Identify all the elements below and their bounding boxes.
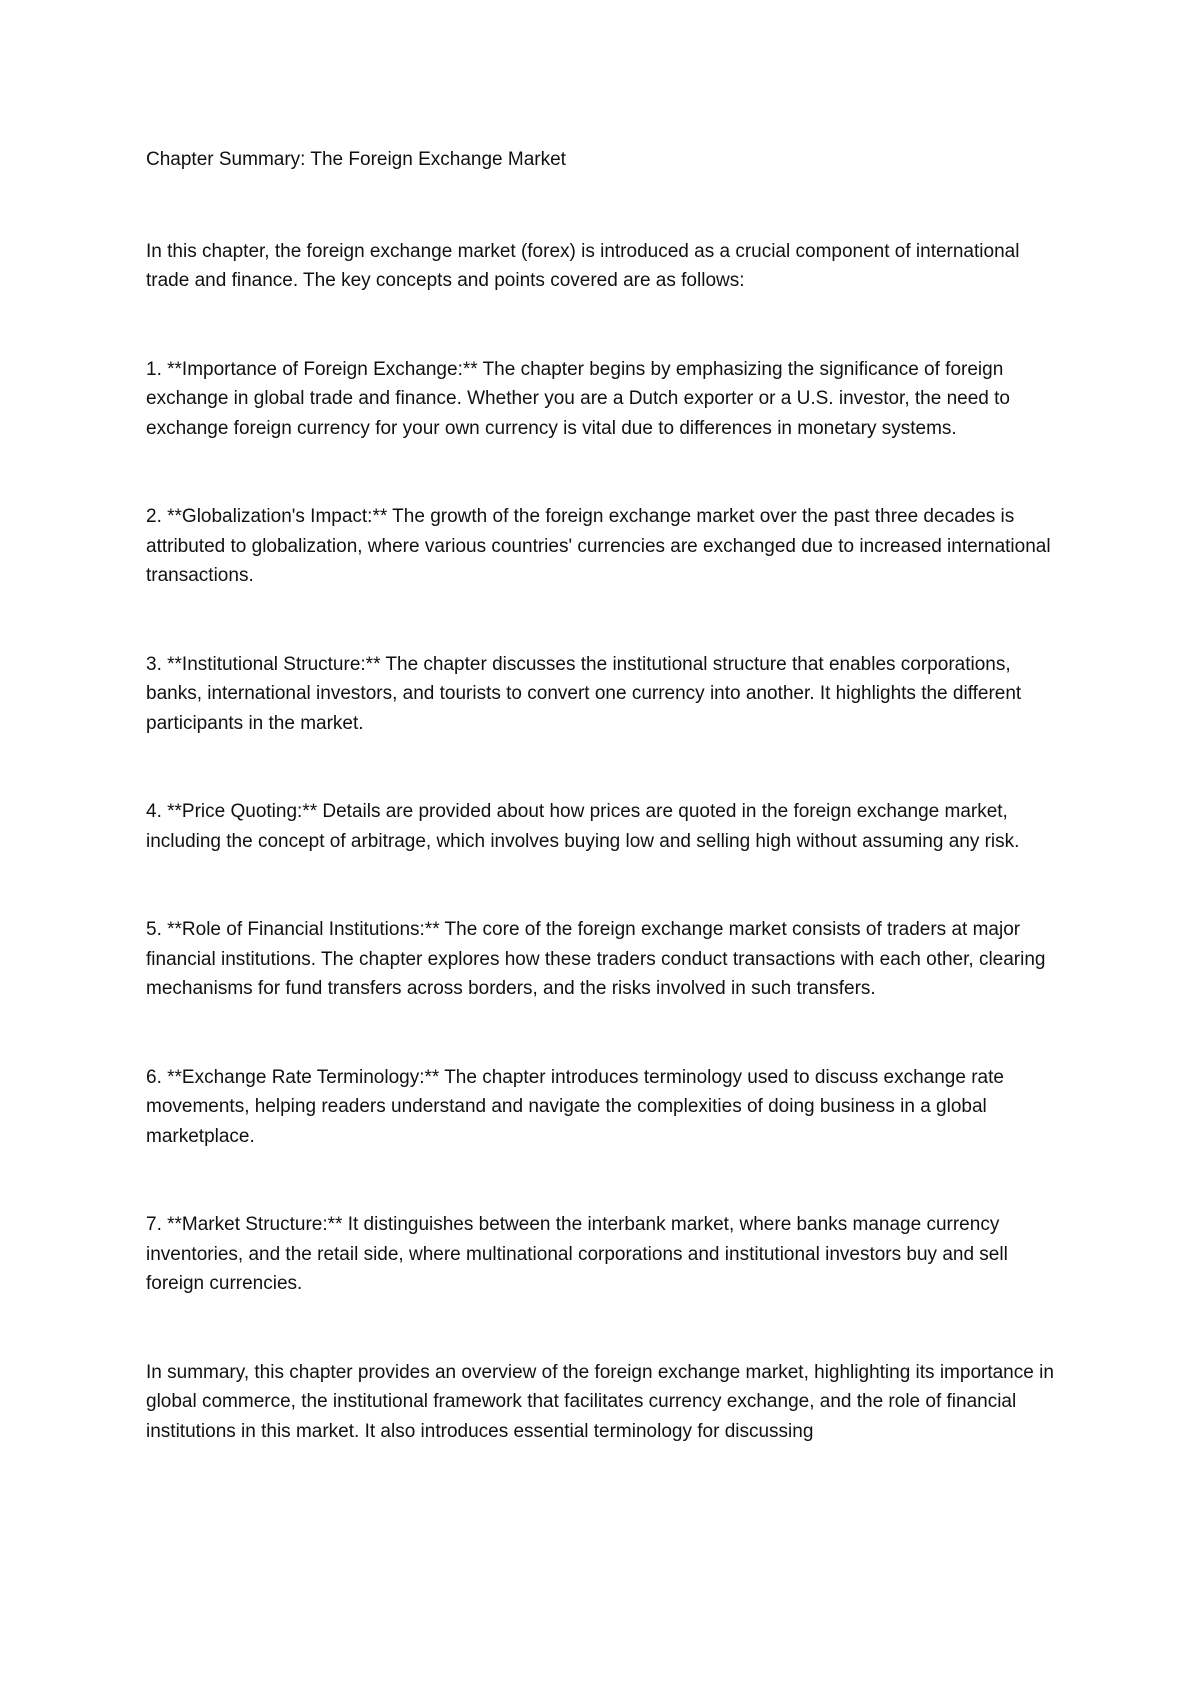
- list-item: 4. **Price Quoting:** Details are provided about how prices are quoted in the foreign exchange market, including the concept of arbitrage, which involves buying low and selling high without assuming any risk.: [146, 801, 1020, 852]
- list-item: 2. **Globalization's Impact:** The growth of the foreign exchange market over the past three decades is attributed to globalization, where various countries' currencies are exchanged due to increased international transactions.: [146, 506, 1051, 586]
- list-item: 6. **Exchange Rate Terminology:** The chapter introduces terminology used to discuss exchange rate movements, helping readers understand and navigate the complexities of doing business in a global marketplace.: [146, 1066, 1004, 1147]
- list-item: 5. **Role of Financial Institutions:** The core of the foreign exchange market consists of traders at major financial institutions. The chapter explores how these traders conduct transactions with each other, clearing mechanisms for fund transfers across borders, and the risks involved in such transfers.: [146, 919, 1046, 999]
- key-points-list: [146, 355, 1066, 1299]
- summary-paragraph: In summary, this chapter provides an overview of the foreign exchange market, highlighting its importance in global commerce, the institutional framework that facilitates currency exchange, and the role of financial institutions in this market. It also introduces essential terminology for discussing: [146, 1361, 1054, 1442]
- document-body: [146, 145, 1066, 1446]
- intro-paragraph: In this chapter, the foreign exchange market (forex) is introduced as a crucial component of international trade and finance. The key concepts and points covered are as follows:: [146, 240, 1020, 291]
- document-title: Chapter Summary: The Foreign Exchange Market: [146, 149, 566, 170]
- list-item: 3. **Institutional Structure:** The chapter discusses the institutional structure that enables corporations, banks, international investors, and tourists to convert one currency into another. It highlights the different participants in the market.: [146, 653, 1022, 734]
- list-item: 7. **Market Structure:** It distinguishes between the interbank market, where banks manage currency inventories, and the retail side, where multinational corporations and institutional investors buy and sell foreign currencies.: [146, 1214, 1008, 1294]
- list-item: 1. **Importance of Foreign Exchange:** The chapter begins by emphasizing the significance of foreign exchange in global trade and finance. Whether you are a Dutch exporter or a U.S. investor, the need to exchange foreign currency for your own currency is vital due to differences in monetary systems.: [146, 358, 1010, 439]
